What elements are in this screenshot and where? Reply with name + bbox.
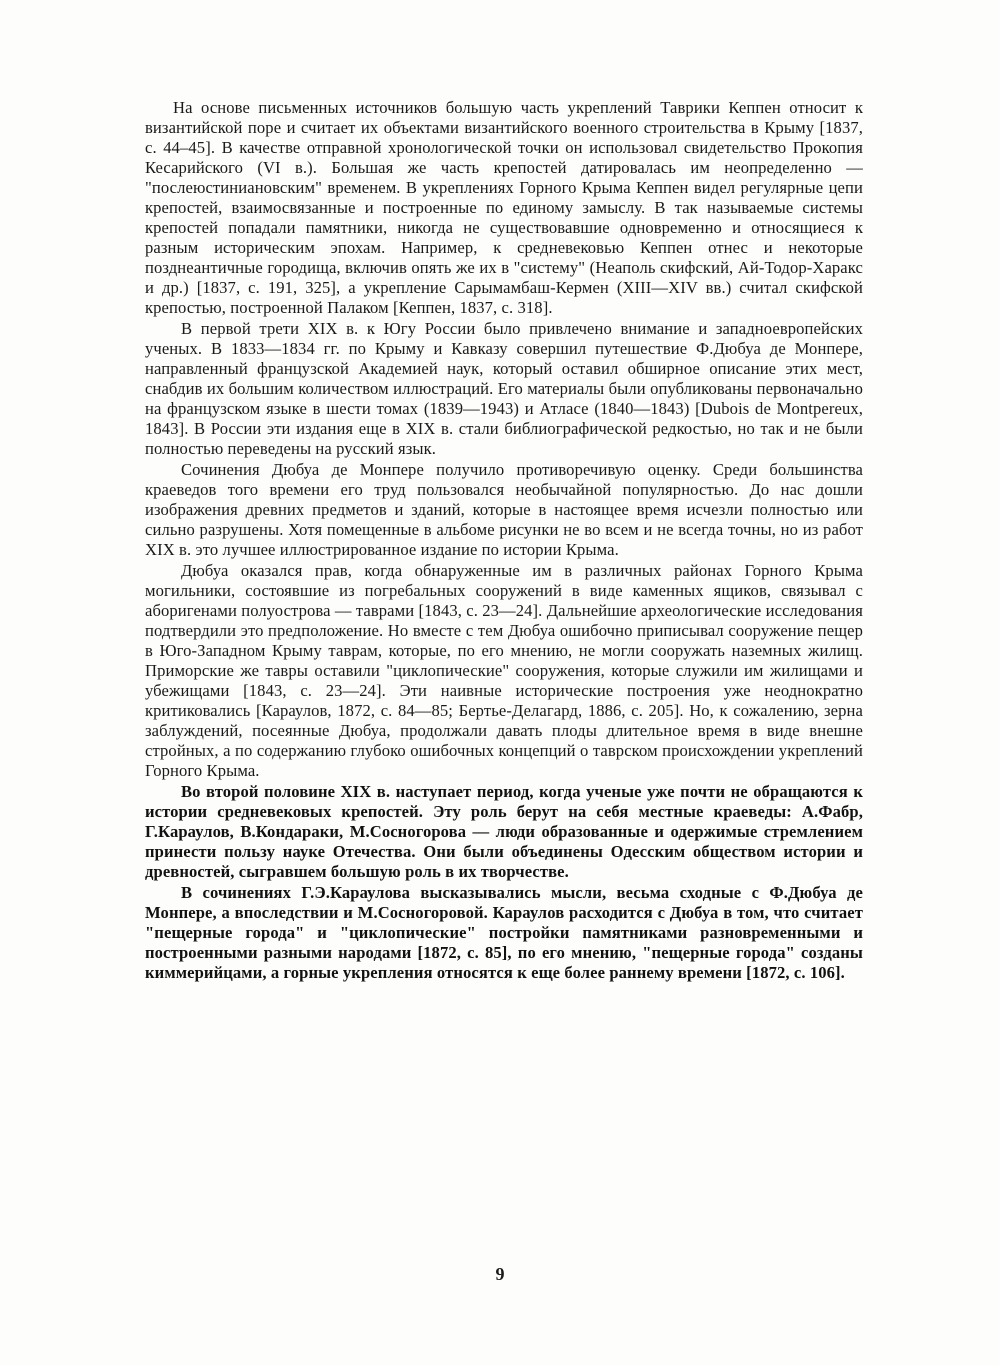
body-text <box>145 98 863 984</box>
page-number: 9 <box>495 1264 505 1284</box>
paragraph-dubois-assessment: Сочинения Дюбуа де Монпере получило противоречивую оценку. Среди большинства краеведов того времени его труд пользовался необычайной популярностью. До нас дошли изображения древних предметов и зданий, которые в настоящее время исчезли полностью или сильно разрушены. Хотя помещенные в альбоме рисунки не во всем и не всегда точны, но из работ XIX в. это лучшее иллюстрированное издание по истории Крыма. <box>145 460 863 559</box>
paragraph-dubois-taurians: Дюбуа оказался прав, когда обнаруженные им в различных районах Горного Крыма могильники, состоявшие из погребальных сооружений в виде каменных ящиков, связывал с аборигенами полуострова — таврами [1843, с. 23—24]. Дальнейшие археологические исследования подтвердили это предположение. Но вместе с тем Дюбуа ошибочно приписывал сооружение пещер в Юго-Западном Крыму таврам, которые, по его мнению, не могли сооружать наземных жилищ. Приморские же тавры оставили "циклопические" сооружения, которые служили им жилищами и убежищами [1843, с. 23—24]. Эти наивные исторические построения уже неоднократно критиковались [Караулов, 1872, с. 84—85; Бертье-Делагард, 1886, с. 205]. Но, к сожалению, зерна заблуждений, посеянные Дюбуа, продолжали давать плоды длительное время в виде внешне стройных, а по содержанию глубоко ошибочных концепций о тавpском происхождении укреплений Горного Крыма. <box>145 561 863 780</box>
paragraph-keppen-fortifications: На основе письменных источников большую часть укреплений Таврики Кеппен относит к византийской поре и считает их объектами византийского военного строительства в Крыму [1837, с. 44–45]. В качестве отправной хронологической точки он использовал свидетельство Прокопия Кесарийского (VI в.). Большая же часть крепостей датировалась им неопределенно — "послеюстиниановским" временем. В укреплениях Горного Крыма Кеппен видел регулярные цепи крепостей, взаимосвязанные и построенные по единому замыслу. В так называемые системы крепостей попадали памятники, никогда не существовавшие одновременно и относящиеся к разным историческим эпохам. Например, к средневековью Кеппен отнес и некоторые позднеантичные городища, включив опять же их в "систему" (Неаполь скифский, Ай-Тодор-Харакс и др.) [1837, с. 191, 325], а укрепление Сарымамбаш-Кермен (XIII—XIV вв.) считал скифской крепостью, построенной Палаком [Кеппен, 1837, с. 318]. <box>145 98 863 317</box>
paragraph-local-historians: Во второй половине XIX в. наступает период, когда ученые уже почти не обращаются к истории средневековых крепостей. Эту роль берут на себя местные краеведы: А.Фабр, Г.Караулов, В.Кондараки, М.Сосногорова — люди образованные и одержимые стремлением принести пользу науке Отечества. Они были объединены Одесским обществом истории и древностей, сыгравшем большую роль в их творчестве. <box>145 782 863 881</box>
paragraph-dubois-journey: В первой трети XIX в. к Югу России было привлечено внимание и западноевропейских ученых. В 1833—1834 гг. по Крыму и Кавказу совершил путешествие Ф.Дюбуа де Монпере, направленный французской Академией наук, который оставил обширное описание этих мест, снабдив их большим количеством иллюстраций. Его материалы были опубликованы первоначально на французском языке в шести томах (1839—1943) и Атласе (1840—1843) [Dubois de Montpereux, 1843]. В России эти издания еще в XIX в. стали библиографической редкостью, но так и не были полностью переведены на русский язык. <box>145 319 863 458</box>
paragraph-karaulov: В сочинениях Г.Э.Караулова высказывались мысли, весьма сходные с Ф.Дюбуа де Монпере, а впоследствии и М.Сосногоровой. Караулов расходится с Дюбуа в том, что считает "пещерные города" и "циклопические" постройки памятниками разновременными и построенными разными народами [1872, с. 85], по его мнению, "пещерные города" созданы киммерийцами, а горные укрепления относятся к еще более раннему времени [1872, с. 106]. <box>145 883 863 982</box>
